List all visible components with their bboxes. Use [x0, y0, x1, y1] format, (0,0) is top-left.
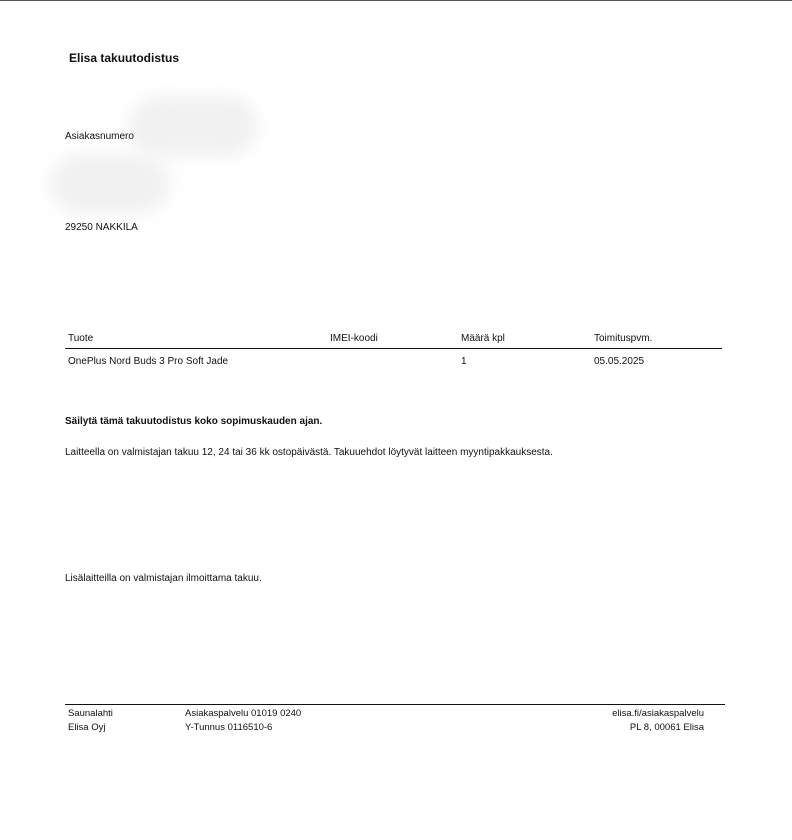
document-title: Elisa takuutodistus: [69, 51, 180, 65]
cell-quantity: 1: [461, 356, 467, 367]
product-table: [65, 330, 722, 371]
footer-company: [68, 707, 113, 735]
footer-company-name: Elisa Oyj: [68, 722, 106, 733]
table-row: [65, 349, 722, 371]
page-top-border: [0, 0, 792, 1]
footer-business-id: Y-Tunnus 0116510-6: [185, 722, 273, 733]
column-header-imei: IMEI-koodi: [330, 333, 378, 344]
cell-product: OnePlus Nord Buds 3 Pro Soft Jade: [68, 356, 229, 367]
redacted-customer-number: [128, 96, 258, 156]
footer-customer-service-phone: Asiakaspalvelu 01019 0240: [185, 708, 302, 719]
column-header-delivery-date: Toimituspvm.: [594, 333, 653, 344]
keep-certificate-notice: Säilytä tämä takuutodistus koko sopimuskauden ajan.: [65, 416, 323, 427]
footer-website: elisa.fi/asiakaspalvelu: [612, 708, 704, 719]
footer-address: [560, 707, 704, 735]
warranty-terms-text: Laitteella on valmistajan takuu 12, 24 tai 36 kk ostopäivästä. Takuuehdot löytyvät laitteen myyntipakkauksesta.: [65, 447, 553, 458]
table-header-row: [65, 330, 722, 349]
customer-number-label: Asiakasnumero: [65, 131, 134, 142]
redacted-address: [50, 155, 170, 213]
footer-po-box: PL 8, 00061 Elisa: [629, 722, 704, 733]
footer-contact: [185, 707, 301, 735]
column-header-product: Tuote: [68, 333, 94, 344]
footer-brand: Saunalahti: [68, 708, 113, 719]
column-header-quantity: Määrä kpl: [461, 333, 505, 344]
accessories-warranty-text: Lisälaitteilla on valmistajan ilmoittama takuu.: [65, 573, 262, 584]
footer-divider: [65, 704, 725, 705]
address-postal-line: 29250 NAKKILA: [65, 222, 138, 233]
cell-delivery-date: 05.05.2025: [594, 356, 645, 367]
